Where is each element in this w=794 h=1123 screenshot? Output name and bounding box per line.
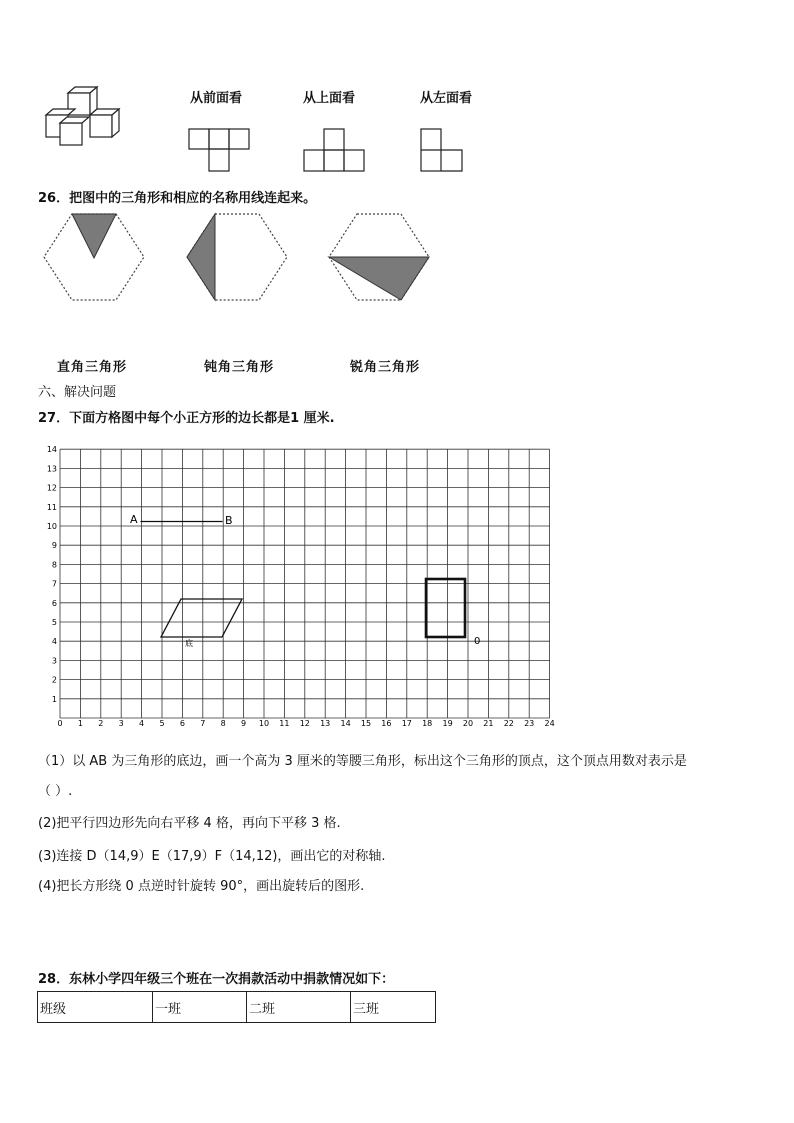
x-tick-label: 17 bbox=[401, 719, 412, 728]
table-header-cell: 二班 bbox=[247, 992, 351, 1023]
x-tick-label: 19 bbox=[442, 719, 453, 728]
x-tick-label: 9 bbox=[241, 719, 247, 728]
y-tick-label: 11 bbox=[46, 502, 57, 512]
view-label-left: 从左面看 bbox=[420, 91, 473, 106]
triangle-name-obtuse: 钝角三角形 bbox=[204, 360, 275, 375]
x-tick-label: 16 bbox=[381, 719, 392, 728]
y-tick-label: 2 bbox=[51, 675, 57, 685]
y-tick-label: 1 bbox=[51, 694, 57, 704]
hexagon-figure-2 bbox=[183, 211, 291, 303]
x-tick-label: 11 bbox=[279, 719, 290, 728]
q27-sub1-line1: （1）以 AB 为三角形的底边，画一个高为 3 厘米的等腰三角形，标出这个三角形的顶点，这个顶点用数对表示是 bbox=[38, 754, 687, 769]
x-tick-label: 4 bbox=[139, 719, 145, 728]
front-view-figure bbox=[188, 128, 252, 174]
rectangle bbox=[426, 579, 465, 637]
x-tick-label: 2 bbox=[98, 719, 104, 728]
label-a: A bbox=[130, 513, 138, 526]
x-tick-label: 5 bbox=[159, 719, 165, 728]
view-label-top: 从上面看 bbox=[303, 91, 356, 106]
x-tick-label: 21 bbox=[483, 719, 494, 728]
x-tick-label: 0 bbox=[57, 719, 63, 728]
coordinate-grid bbox=[30, 438, 560, 730]
x-tick-label: 15 bbox=[360, 719, 372, 728]
x-tick-label: 23 bbox=[524, 719, 535, 728]
triangle-name-acute: 锐角三角形 bbox=[350, 360, 421, 375]
x-tick-label: 18 bbox=[422, 719, 433, 728]
x-tick-label: 24 bbox=[544, 719, 555, 728]
label-b: B bbox=[225, 514, 233, 527]
table-header-cell: 班级 bbox=[38, 992, 153, 1023]
y-tick-label: 14 bbox=[46, 445, 57, 455]
table-row bbox=[38, 992, 436, 1023]
section-title: 六、解决问题 bbox=[38, 385, 117, 400]
table-header-cell: 一班 bbox=[153, 992, 247, 1023]
q27-text: 27．下面方格图中每个小正方形的边长都是1 厘米. bbox=[38, 411, 335, 426]
y-tick-label: 4 bbox=[51, 637, 57, 647]
q28-text: 28．东林小学四年级三个班在一次捐款活动中捐款情况如下： bbox=[38, 972, 395, 987]
x-tick-label: 12 bbox=[299, 719, 310, 728]
hexagon-figure-1 bbox=[40, 211, 148, 303]
view-label-front: 从前面看 bbox=[190, 91, 243, 106]
y-tick-label: 12 bbox=[46, 483, 57, 493]
triangle-name-right: 直角三角形 bbox=[57, 360, 128, 375]
y-tick-label: 6 bbox=[51, 598, 57, 608]
label-base: 底 bbox=[185, 639, 193, 648]
parallelogram bbox=[161, 599, 242, 637]
cube-stack-figure bbox=[40, 85, 130, 155]
q27-sub2: (2)把平行四边形先向右平移 4 格，再向下平移 3 格. bbox=[38, 816, 341, 831]
x-tick-label: 10 bbox=[258, 719, 270, 728]
y-tick-label: 7 bbox=[51, 579, 57, 589]
x-tick-label: 7 bbox=[200, 719, 206, 728]
y-tick-label: 10 bbox=[46, 522, 57, 531]
table-header-cell: 三班 bbox=[351, 992, 436, 1023]
q27-sub1-line2: （ ）. bbox=[38, 784, 73, 799]
y-tick-label: 9 bbox=[51, 541, 57, 551]
y-tick-label: 5 bbox=[51, 618, 57, 627]
x-tick-label: 6 bbox=[179, 719, 185, 728]
x-tick-label: 8 bbox=[220, 719, 226, 728]
donation-table bbox=[37, 991, 436, 1023]
hexagon-figure-3 bbox=[325, 211, 433, 303]
q27-sub4: (4)把长方形绕 0 点逆时针旋转 90°，画出旋转后的图形. bbox=[38, 879, 365, 894]
left-view-figure bbox=[420, 128, 466, 174]
x-tick-label: 14 bbox=[340, 719, 351, 728]
q27-sub3: (3)连接 D（14,9）E（17,9）F（14,12)，画出它的对称轴. bbox=[38, 849, 386, 864]
x-tick-label: 20 bbox=[462, 719, 474, 728]
x-tick-label: 13 bbox=[320, 719, 331, 728]
x-tick-label: 3 bbox=[118, 719, 124, 728]
label-o: 0 bbox=[474, 636, 481, 647]
x-tick-label: 1 bbox=[77, 719, 83, 728]
y-tick-label: 8 bbox=[51, 560, 57, 570]
q26-text: 26．把图中的三角形和相应的名称用线连起来。 bbox=[38, 191, 317, 206]
y-tick-label: 13 bbox=[46, 464, 57, 474]
top-view-figure bbox=[303, 128, 367, 174]
x-tick-label: 22 bbox=[503, 719, 514, 728]
y-tick-label: 3 bbox=[51, 656, 57, 666]
